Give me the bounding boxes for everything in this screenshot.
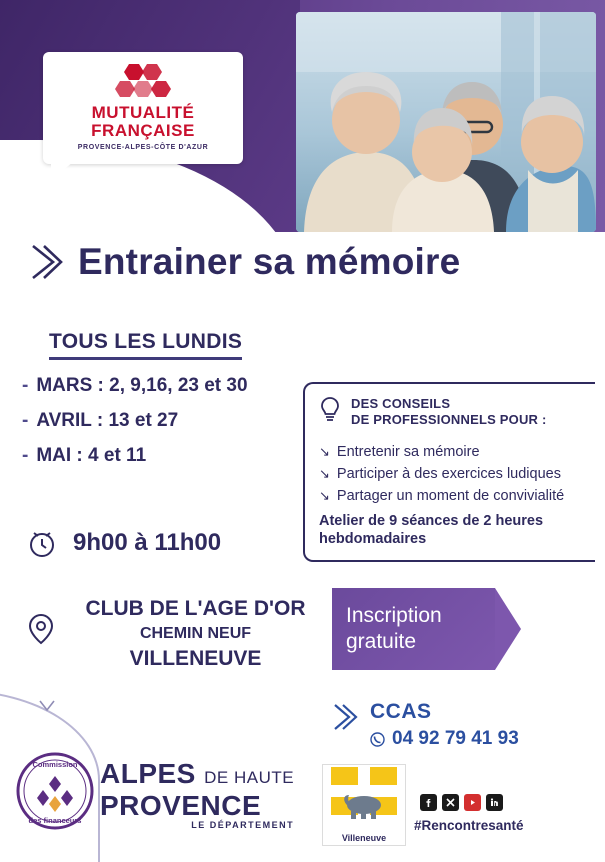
lightbulb-icon	[319, 396, 341, 424]
info-heading-line-2: DE PROFESSIONNELS POUR :	[351, 412, 547, 427]
hexagon-logo-icon	[103, 62, 183, 104]
location-texts	[68, 596, 323, 672]
youtube-icon[interactable]	[464, 794, 481, 811]
contact-name: CCAS	[370, 700, 432, 723]
hashtag: #Rencontresanté	[414, 818, 524, 833]
alpes-line-2: PROVENCE	[100, 790, 262, 821]
list-item	[319, 464, 589, 484]
list-item	[22, 375, 312, 397]
location-line-1: CLUB DE L'AGE D'OR	[85, 597, 306, 620]
double-chevron-icon	[30, 242, 64, 282]
info-heading	[319, 396, 589, 428]
info-box	[303, 382, 595, 562]
villeneuve-name: Villeneuve	[341, 833, 387, 843]
alpes-strong: ALPES	[100, 758, 196, 789]
list-bullet: -	[22, 445, 29, 466]
commission-top-text: Commission	[32, 760, 78, 769]
facebook-icon[interactable]	[420, 794, 437, 811]
page-title-text: Entrainer sa mémoire	[78, 241, 461, 282]
contact-phone-number: 04 92 79 41 93	[392, 728, 519, 749]
page-title	[30, 232, 590, 292]
list-item-label: Participer à des exercices ludiques	[336, 466, 561, 482]
location-line-3: VILLENEUVE	[129, 647, 262, 670]
time-row	[27, 527, 221, 559]
map-pin-icon	[26, 612, 56, 648]
list-item-label: Entretenir sa mémoire	[336, 444, 480, 460]
list-item-label: MARS : 2, 9,16, 23 et 30	[36, 375, 248, 396]
info-bold-line-2: hebdomadaires	[319, 531, 427, 547]
phone-icon	[370, 732, 385, 747]
months-list	[22, 375, 312, 480]
list-item	[319, 442, 589, 462]
list-item-label: Partager un moment de convivialité	[336, 488, 565, 504]
social-links	[420, 794, 503, 811]
list-item-label: MAI : 4 et 11	[36, 445, 147, 466]
list-item-label: AVRIL : 13 et 27	[36, 410, 179, 431]
contact-block	[332, 700, 519, 750]
time-text: 9h00 à 11h00	[73, 529, 222, 556]
inscription-line-1: Inscription	[346, 604, 442, 627]
arrow-icon: ↘	[319, 466, 330, 481]
logo-region: PROVENCE-ALPES-CÔTE D'AZUR	[77, 144, 209, 151]
alpes-line-1	[100, 760, 294, 792]
mutualite-francaise-logo-card	[43, 52, 243, 164]
inscription-banner	[332, 588, 495, 670]
x-twitter-icon[interactable]	[442, 794, 459, 811]
info-heading-line-1: DES CONSEILS	[351, 396, 451, 411]
alpes-line-3: LE DÉPARTEMENT	[191, 820, 295, 830]
info-list	[319, 442, 589, 548]
list-item	[22, 445, 312, 467]
location-line-2: CHEMIN NEUF	[139, 625, 252, 642]
list-item	[319, 486, 589, 506]
alpes-thin: DE HAUTE	[204, 768, 295, 787]
list-bullet: -	[22, 375, 29, 396]
inscription-line-2: gratuite	[346, 630, 417, 653]
clock-icon	[27, 527, 57, 559]
logo-line-2: FRANÇAISE	[91, 121, 195, 140]
contact-texts	[370, 700, 519, 750]
contact-phone[interactable]	[370, 728, 519, 750]
double-chevron-icon	[332, 700, 358, 734]
commission-des-financeurs-logo	[16, 752, 94, 830]
villeneuve-logo	[322, 764, 406, 846]
arrow-icon: ↘	[319, 444, 330, 459]
location-block	[26, 596, 326, 672]
list-item	[22, 410, 312, 432]
logo-line-1: MUTUALITÉ	[91, 103, 195, 122]
chevron-down-icon	[38, 697, 56, 715]
info-bold-line-1: Atelier de 9 séances de 2 heures	[319, 513, 544, 529]
photo-illustration	[296, 12, 596, 232]
schedule-subtitle: TOUS LES LUNDIS	[49, 330, 242, 360]
linkedin-icon[interactable]	[486, 794, 503, 811]
logo-wordmark	[43, 104, 243, 140]
coat-of-arms-icon	[323, 765, 405, 827]
commission-bottom-text: des financeurs	[28, 816, 82, 825]
list-bullet: -	[22, 410, 29, 431]
alpes-de-haute-provence-logo	[100, 760, 294, 830]
arrow-icon: ↘	[319, 488, 330, 503]
seniors-group-photo	[296, 12, 596, 232]
